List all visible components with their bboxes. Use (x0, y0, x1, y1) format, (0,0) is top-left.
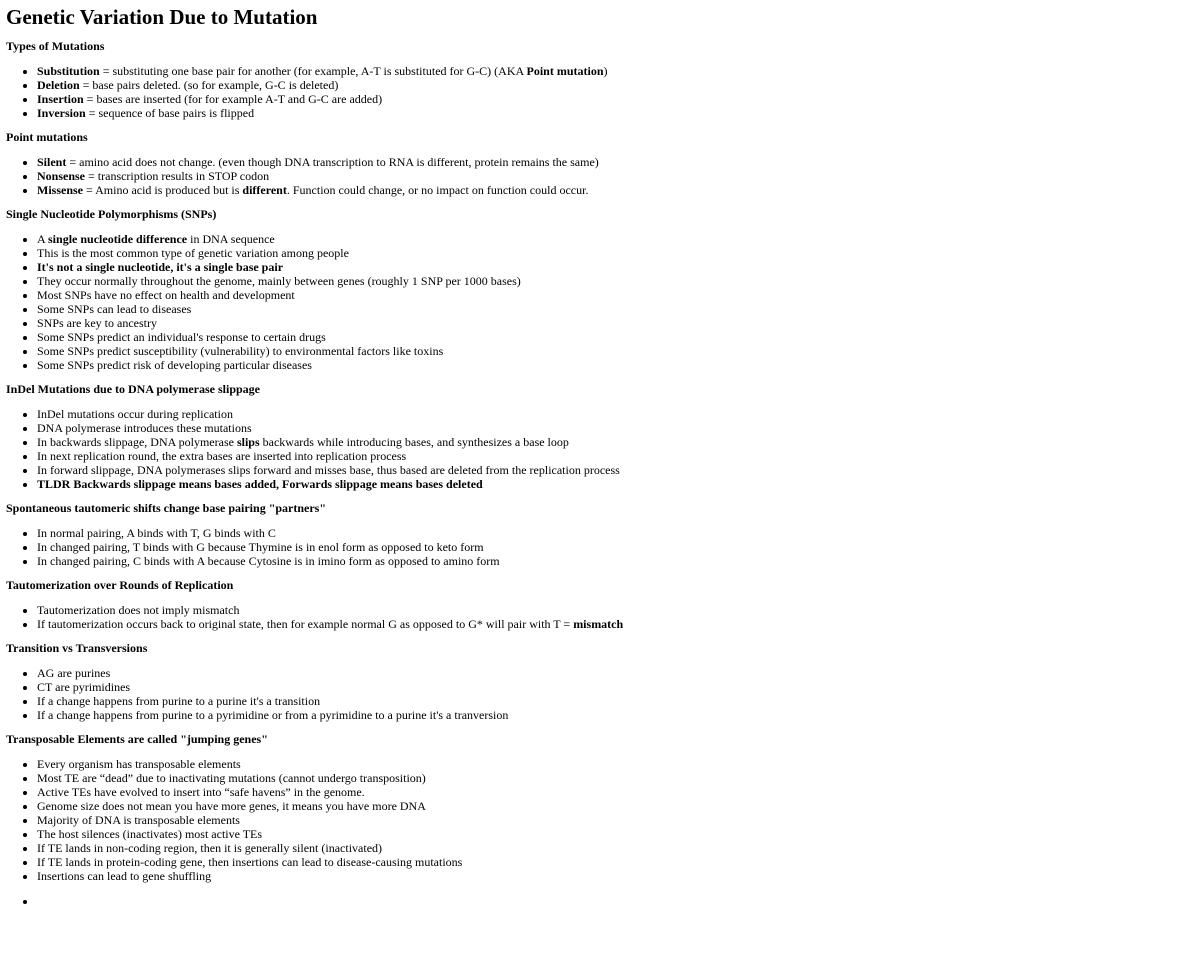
list-item: • If TE lands in protein-coding gene, then insertions can lead to disease-causing mutations (37, 855, 1194, 869)
section-heading-tautomeric: Spontaneous tautomeric shifts change base pairing "partners" (6, 501, 327, 515)
list-item: • Insertions can lead to gene shuffling (37, 869, 1194, 883)
section-heading-types: Types of Mutations (6, 39, 105, 53)
list-item: • Active TEs have evolved to insert into “safe havens” in the genome. (37, 785, 1194, 799)
list-item: • If a change happens from purine to a purine it's a transition (37, 694, 1194, 708)
section-heading-snps: Single Nucleotide Polymorphisms (SNPs) (6, 207, 217, 221)
list-item: • AG are purines (37, 666, 1194, 680)
list-transposable (6, 757, 1194, 883)
list-item: • A single nucleotide difference in DNA sequence (37, 232, 1194, 246)
list-item: • Some SNPs predict an individual's response to certain drugs (37, 330, 1194, 344)
list-item: • They occur normally throughout the genome, mainly between genes (roughly 1 SNP per 1000 bases) (37, 274, 1194, 288)
section-heading-transposable: Transposable Elements are called "jumping genes" (6, 732, 268, 746)
list-item: • Deletion = base pairs deleted. (so for example, G-C is deleted) (37, 78, 1194, 92)
list-item: • Some SNPs predict susceptibility (vulnerability) to environmental factors like toxins (37, 344, 1194, 358)
list-point (6, 155, 1194, 197)
list-item: • This is the most common type of genetic variation among people (37, 246, 1194, 260)
list-item: • TLDR Backwards slippage means bases added, Forwards slippage means bases deleted (37, 477, 1194, 491)
list-item: • CT are pyrimidines (37, 680, 1194, 694)
list-item: • Some SNPs can lead to diseases (37, 302, 1194, 316)
list-transition (6, 666, 1194, 722)
list-item: • In changed pairing, C binds with A because Cytosine is in imino form as opposed to amino form (37, 554, 1194, 568)
list-item: • Insertion = bases are inserted (for for example A-T and G-C are added) (37, 92, 1194, 106)
list-item: • In forward slippage, DNA polymerases slips forward and misses base, thus based are deleted from the replication process (37, 463, 1194, 477)
list-item: • Substitution = substituting one base pair for another (for example, A-T is substituted for G-C) (AKA Point mutation) (37, 64, 1194, 78)
section-heading-transition: Transition vs Transversions (6, 641, 148, 655)
list-item: • The host silences (inactivates) most active TEs (37, 827, 1194, 841)
list-item: • If tautomerization occurs back to original state, then for example normal G as opposed to G* will pair with T = mismatch (37, 617, 1194, 631)
list-item: • In next replication round, the extra bases are inserted into replication process (37, 449, 1194, 463)
section-heading-indel: InDel Mutations due to DNA polymerase slippage (6, 382, 261, 396)
list-types (6, 64, 1194, 120)
list-item: • Nonsense = transcription results in STOP codon (37, 169, 1194, 183)
list-item: • Most TE are “dead” due to inactivating mutations (cannot undergo transposition) (37, 771, 1194, 785)
list-item: • Some SNPs predict risk of developing particular diseases (37, 358, 1194, 372)
list-item: • Inversion = sequence of base pairs is flipped (37, 106, 1194, 120)
list-item: • If a change happens from purine to a pyrimidine or from a pyrimidine to a purine it's a tranversion (37, 708, 1194, 722)
list-item: • SNPs are key to ancestry (37, 316, 1194, 330)
list-item: • Most SNPs have no effect on health and development (37, 288, 1194, 302)
list-item: • Silent = amino acid does not change. (even though DNA transcription to RNA is different, protein remains the same) (37, 155, 1194, 169)
list-item: • Missense = Amino acid is produced but is different. Function could change, or no impact on function could occur. (37, 183, 1194, 197)
section-heading-point: Point mutations (6, 130, 88, 144)
list-indel (6, 407, 1194, 491)
list-tautomeric (6, 526, 1194, 568)
list-item: • It's not a single nucleotide, it's a single base pair (37, 260, 1194, 274)
list-snps (6, 232, 1194, 372)
list-item: • Tautomerization does not imply mismatch (37, 603, 1194, 617)
list-item: • In changed pairing, T binds with G because Thymine is in enol form as opposed to keto form (37, 540, 1194, 554)
list-item: • Genome size does not mean you have more genes, it means you have more DNA (37, 799, 1194, 813)
list-empty (6, 894, 1194, 908)
list-item: • If TE lands in non-coding region, then it is generally silent (inactivated) (37, 841, 1194, 855)
list-item: • In backwards slippage, DNA polymerase slips backwards while introducing bases, and synthesizes a base loop (37, 435, 1194, 449)
list-item: • Every organism has transposable elements (37, 757, 1194, 771)
section-heading-tautomerization: Tautomerization over Rounds of Replication (6, 578, 234, 592)
list-item: • In normal pairing, A binds with T, G binds with C (37, 526, 1194, 540)
list-item: • InDel mutations occur during replication (37, 407, 1194, 421)
list-item: • DNA polymerase introduces these mutations (37, 421, 1194, 435)
page-title: Genetic Variation Due to Mutation (6, 5, 318, 29)
empty-list-item (37, 894, 1194, 908)
list-tautomerization (6, 603, 1194, 631)
list-item: • Majority of DNA is transposable elements (37, 813, 1194, 827)
